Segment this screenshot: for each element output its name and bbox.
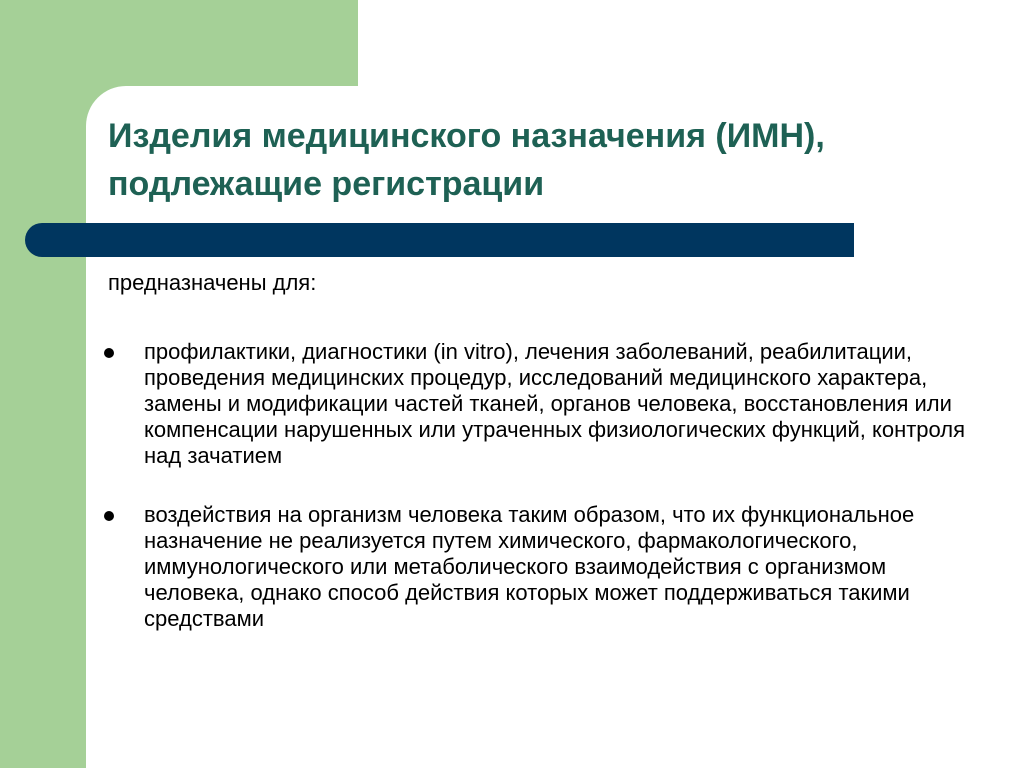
bullet-list [104, 339, 984, 665]
bullet-item-2 [104, 502, 984, 632]
title-line-2: подлежащие регистрации [108, 165, 545, 203]
accent-band [25, 223, 854, 257]
green-side-bar [0, 0, 86, 768]
slide-title [108, 112, 988, 208]
bullet-text-2: воздействия на организм человека таким образом, что их функциональное назначение не реализуется путем химического, фармакологического, иммунологического или метаболического взаимодействия с организмом человека, однако способ действия которых может поддерживаться такими средствами [144, 502, 915, 631]
bullet-text-1: профилактики, диагностики (in vitro), лечения заболеваний, реабилитации, проведения медицинских процедур, исследований медицинского характера, замены и модификации частей тканей, органов человека, восстановления или компенсации нарушенных или утраченных физиологических функций, контроля над зачатием [144, 339, 966, 468]
bullet-dot-icon [104, 348, 114, 358]
bullet-dot-icon [104, 511, 114, 521]
green-top-block [0, 0, 358, 86]
bullet-item-1 [104, 339, 984, 469]
title-line-1: Изделия медицинского назначения (ИМН), [108, 117, 825, 155]
intro-text: предназначены для: [108, 270, 317, 295]
